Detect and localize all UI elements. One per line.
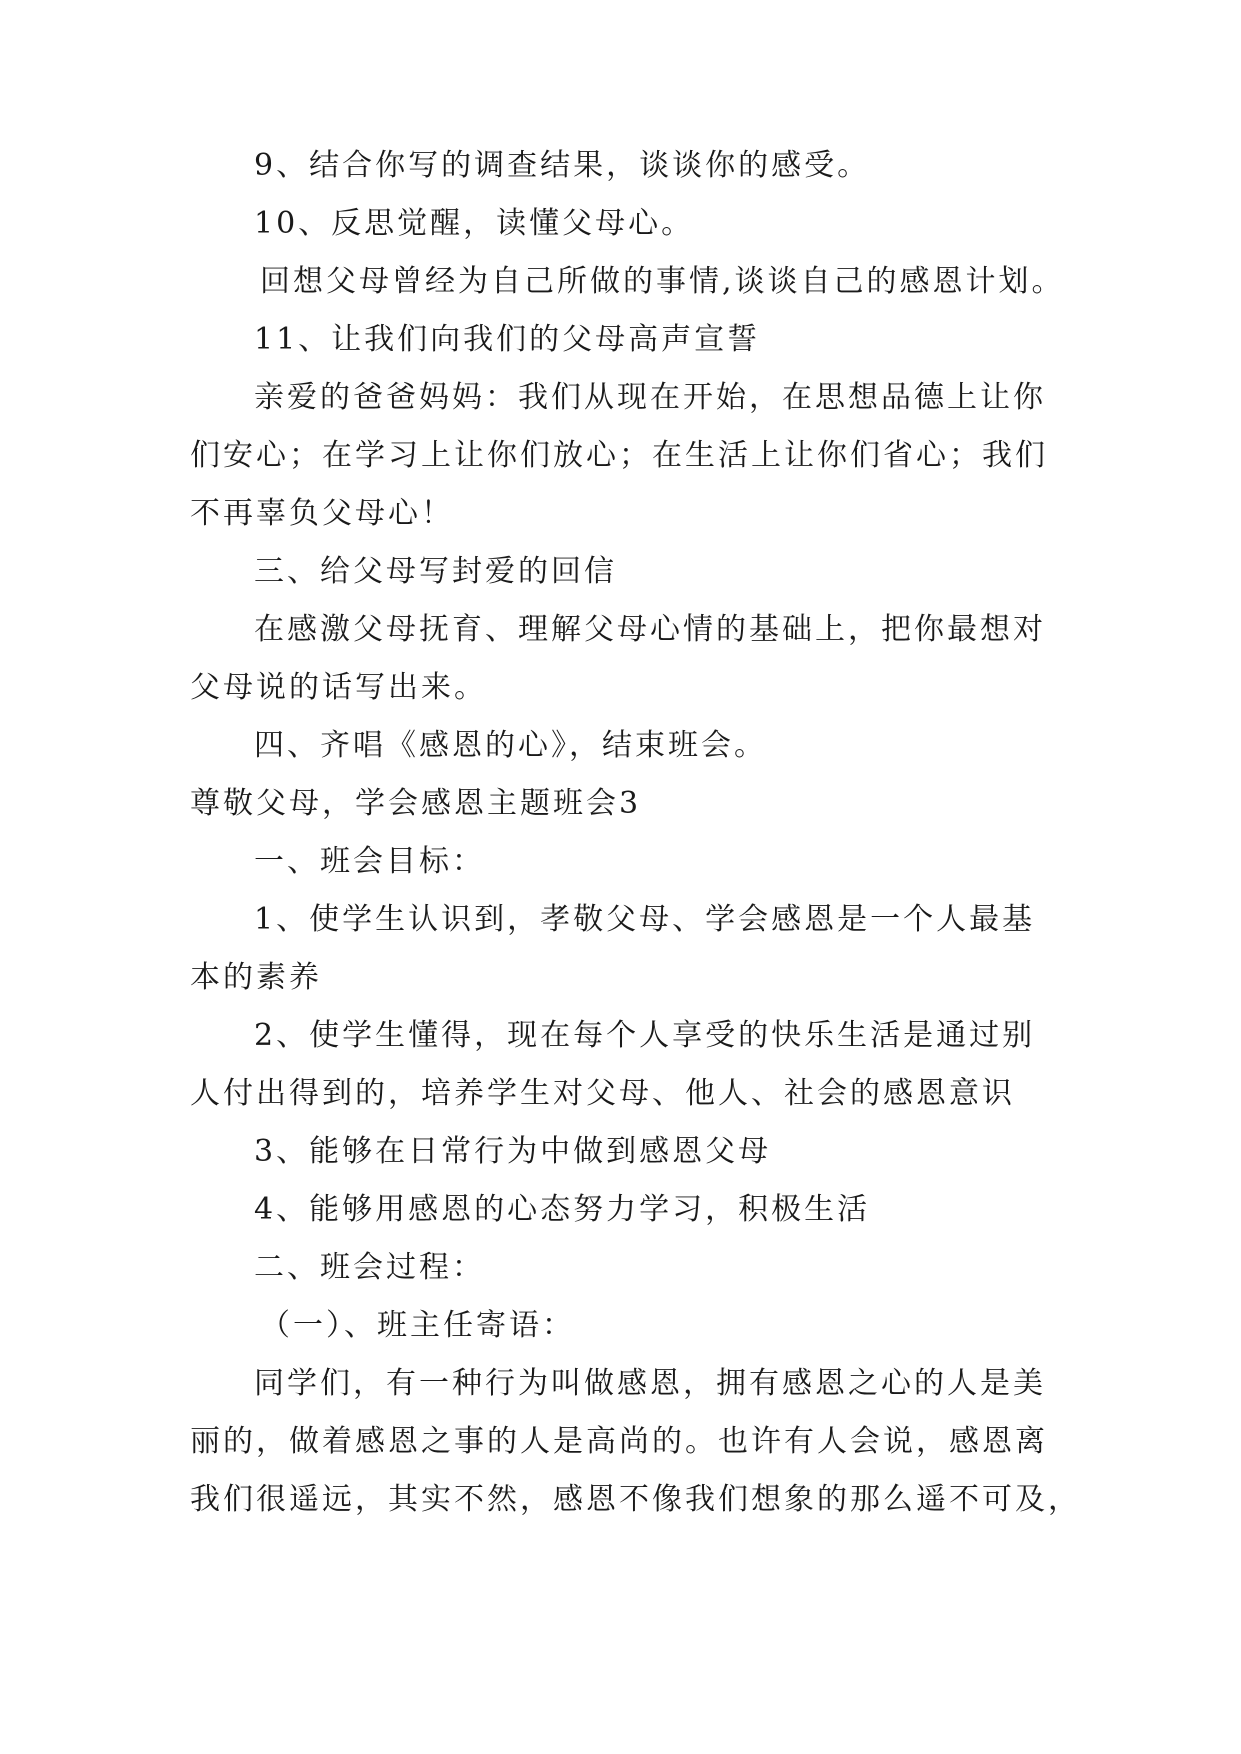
document-title: 尊敬父母，学会感恩主题班会3: [190, 786, 642, 821]
text-line: 4、能够用感恩的心态努力学习，积极生活: [254, 1192, 871, 1227]
text-line: 在感激父母抚育、理解父母心情的基础上，把你最想对: [254, 612, 1046, 647]
text-line: 我们很遥远，其实不然，感恩不像我们想象的那么遥不可及，: [190, 1482, 1081, 1517]
text-line: 9、结合你写的调查结果，谈谈你的感受。: [254, 148, 871, 183]
text-line: 2、使学生懂得，现在每个人享受的快乐生活是通过别: [254, 1018, 1036, 1053]
text-line: 回想父母曾经为自己所做的事情,谈谈自己的感恩计划。: [260, 264, 1065, 299]
text-line: 同学们，有一种行为叫做感恩，拥有感恩之心的人是美: [254, 1366, 1046, 1401]
text-line: 父母说的话写出来。: [190, 670, 487, 705]
text-line: 们安心；在学习上让你们放心；在生活上让你们省心；我们: [190, 438, 1048, 473]
text-line: 亲爱的爸爸妈妈：我们从现在开始，在思想品德上让你: [254, 380, 1046, 415]
section-heading: 四、齐唱《感恩的心》，结束班会。: [254, 728, 767, 763]
text-line: 人付出得到的，培养学生对父母、他人、社会的感恩意识: [190, 1076, 1015, 1111]
text-line: 10、反思觉醒，读懂父母心。: [254, 206, 695, 241]
subsection-heading: （一）、班主任寄语：: [260, 1308, 575, 1343]
text-line: 本的素养: [190, 960, 322, 995]
section-heading: 三、给父母写封爱的回信: [254, 554, 617, 589]
text-line: 11、让我们向我们的父母高声宣誓: [254, 322, 761, 357]
text-line: 1、使学生认识到，孝敬父母、学会感恩是一个人最基: [254, 902, 1036, 937]
text-line: 丽的，做着感恩之事的人是高尚的。也许有人会说，感恩离: [190, 1424, 1048, 1459]
section-heading: 二、班会过程：: [254, 1250, 485, 1285]
text-line: 不再辜负父母心！: [190, 496, 454, 531]
section-heading: 一、班会目标：: [254, 844, 485, 879]
text-line: 3、能够在日常行为中做到感恩父母: [254, 1134, 772, 1169]
